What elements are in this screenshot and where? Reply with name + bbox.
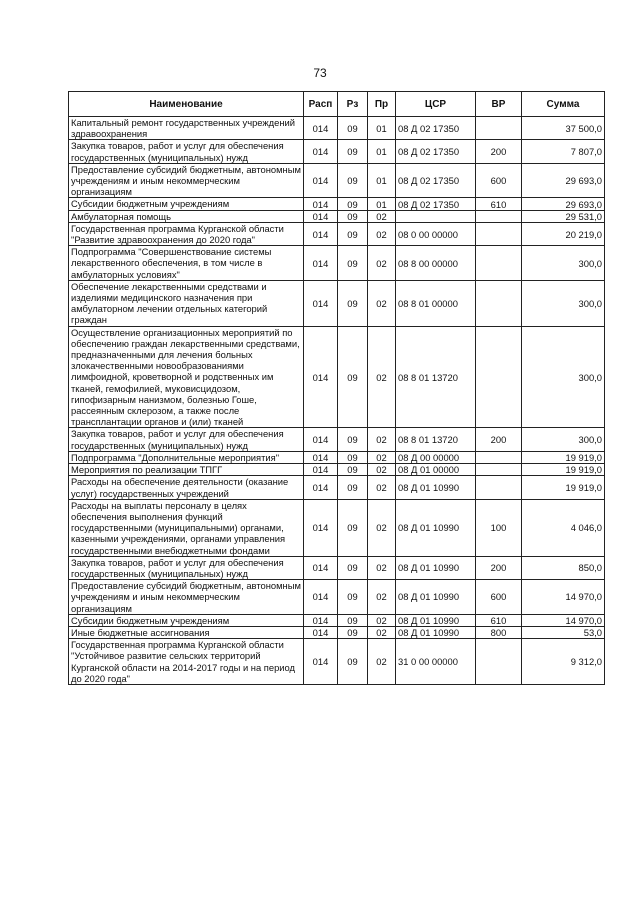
table-row — [69, 163, 605, 198]
row-sum: 14 970,0 — [522, 614, 605, 626]
row-pr: 02 — [368, 464, 396, 476]
row-pr: 02 — [368, 476, 396, 499]
row-rz: 09 — [338, 210, 368, 222]
row-name: Закупка товаров, работ и услуг для обеспечения государственных (муниципальных) нужд — [69, 140, 304, 163]
row-pr: 01 — [368, 198, 396, 210]
row-sum: 37 500,0 — [522, 117, 605, 140]
table-row — [69, 464, 605, 476]
row-rasp: 014 — [304, 451, 338, 463]
row-sum: 300,0 — [522, 428, 605, 451]
row-sum: 19 919,0 — [522, 476, 605, 499]
row-name: Осуществление организационных мероприятий по обеспечению граждан лекарственными средствами, предназначенными для лечения больных злокачественными новообразованиями лимфоидной, кроветворной и родственных им тканей, гемофилией, муковисцидозом, гипофизарным нанизмом, болезнью Гоше, рассеянным склерозом, а также после трансплантации органов и (или) тканей — [69, 326, 304, 428]
table-row — [69, 210, 605, 222]
header-pr: Пр — [368, 92, 396, 117]
row-vr: 200 — [476, 428, 522, 451]
row-rasp: 014 — [304, 280, 338, 326]
row-pr: 01 — [368, 163, 396, 198]
table-row — [69, 140, 605, 163]
row-pr: 02 — [368, 280, 396, 326]
row-csr: 08 Д 01 00000 — [396, 464, 476, 476]
row-vr — [476, 246, 522, 281]
row-rz: 09 — [338, 464, 368, 476]
row-rasp: 014 — [304, 246, 338, 281]
row-csr: 08 Д 01 10990 — [396, 476, 476, 499]
row-csr: 08 Д 01 10990 — [396, 580, 476, 615]
table-row — [69, 326, 605, 428]
row-pr: 02 — [368, 626, 396, 638]
row-sum: 300,0 — [522, 246, 605, 281]
table-row — [69, 246, 605, 281]
row-pr: 01 — [368, 140, 396, 163]
row-rasp: 014 — [304, 326, 338, 428]
row-vr — [476, 451, 522, 463]
row-name: Субсидии бюджетным учреждениям — [69, 614, 304, 626]
row-name: Подпрограмма "Совершенствование системы лекарственного обеспечения, в том числе в амбулаторных условиях" — [69, 246, 304, 281]
row-vr: 200 — [476, 556, 522, 579]
row-pr: 02 — [368, 428, 396, 451]
row-rasp: 014 — [304, 117, 338, 140]
row-csr: 08 Д 02 17350 — [396, 198, 476, 210]
table-row — [69, 198, 605, 210]
row-name: Закупка товаров, работ и услуг для обеспечения государственных (муниципальных) нужд — [69, 556, 304, 579]
row-vr — [476, 222, 522, 245]
row-rasp: 014 — [304, 639, 338, 685]
row-rz: 09 — [338, 117, 368, 140]
row-rz: 09 — [338, 428, 368, 451]
row-sum: 20 219,0 — [522, 222, 605, 245]
row-sum: 53,0 — [522, 626, 605, 638]
row-rasp: 014 — [304, 476, 338, 499]
row-rasp: 014 — [304, 222, 338, 245]
row-sum: 7 807,0 — [522, 140, 605, 163]
row-vr — [476, 280, 522, 326]
row-pr: 02 — [368, 451, 396, 463]
row-rasp: 014 — [304, 140, 338, 163]
row-pr: 02 — [368, 499, 396, 556]
row-pr: 01 — [368, 117, 396, 140]
row-vr: 800 — [476, 626, 522, 638]
row-vr: 610 — [476, 614, 522, 626]
row-rasp: 014 — [304, 464, 338, 476]
row-rasp: 014 — [304, 163, 338, 198]
row-rz: 09 — [338, 580, 368, 615]
row-name: Обеспечение лекарственными средствами и изделиями медицинского назначения при амбулаторном лечении отдельных категорий граждан — [69, 280, 304, 326]
row-sum: 29 693,0 — [522, 163, 605, 198]
row-pr: 02 — [368, 246, 396, 281]
row-csr: 08 Д 02 17350 — [396, 163, 476, 198]
row-pr: 02 — [368, 580, 396, 615]
header-vr: ВР — [476, 92, 522, 117]
row-sum: 300,0 — [522, 326, 605, 428]
row-sum: 29 531,0 — [522, 210, 605, 222]
row-vr: 100 — [476, 499, 522, 556]
row-name: Субсидии бюджетным учреждениям — [69, 198, 304, 210]
row-name: Капитальный ремонт государственных учреждений здравоохранения — [69, 117, 304, 140]
row-name: Амбулаторная помощь — [69, 210, 304, 222]
page-number: 73 — [313, 66, 327, 80]
table-row — [69, 626, 605, 638]
row-rasp: 014 — [304, 198, 338, 210]
row-sum: 29 693,0 — [522, 198, 605, 210]
row-csr: 31 0 00 00000 — [396, 639, 476, 685]
row-rasp: 014 — [304, 614, 338, 626]
header-csr: ЦСР — [396, 92, 476, 117]
table-row — [69, 639, 605, 685]
row-name: Расходы на выплаты персоналу в целях обеспечения выполнения функций государственными (муниципальными) органами, казенными учреждениями, органами управления государственными внебюджетными фондами — [69, 499, 304, 556]
row-name: Государственная программа Курганской области "Устойчивое развитие сельских территорий Курганской области на 2014-2017 годы и на период до 2020 года" — [69, 639, 304, 685]
row-csr: 08 8 01 13720 — [396, 428, 476, 451]
table-row — [69, 222, 605, 245]
row-pr: 02 — [368, 556, 396, 579]
table-row — [69, 580, 605, 615]
table-row — [69, 556, 605, 579]
row-rasp: 014 — [304, 428, 338, 451]
row-sum: 850,0 — [522, 556, 605, 579]
table-row — [69, 499, 605, 556]
row-rz: 09 — [338, 222, 368, 245]
row-name: Предоставление субсидий бюджетным, автономным учреждениям и иным некоммерческим организациям — [69, 163, 304, 198]
row-name: Мероприятия по реализации ТПГГ — [69, 464, 304, 476]
row-vr — [476, 326, 522, 428]
row-csr: 08 Д 00 00000 — [396, 451, 476, 463]
row-rz: 09 — [338, 626, 368, 638]
row-vr — [476, 639, 522, 685]
row-rz: 09 — [338, 280, 368, 326]
row-pr: 02 — [368, 326, 396, 428]
table-row — [69, 280, 605, 326]
row-rasp: 014 — [304, 626, 338, 638]
row-name: Расходы на обеспечение деятельности (оказание услуг) государственных учреждений — [69, 476, 304, 499]
row-rz: 09 — [338, 326, 368, 428]
row-vr — [476, 464, 522, 476]
row-sum: 19 919,0 — [522, 451, 605, 463]
row-pr: 02 — [368, 210, 396, 222]
row-rz: 09 — [338, 639, 368, 685]
row-vr: 600 — [476, 163, 522, 198]
table-header-row — [69, 92, 605, 117]
row-rasp: 014 — [304, 499, 338, 556]
row-rasp: 014 — [304, 210, 338, 222]
table-row — [69, 614, 605, 626]
row-name: Иные бюджетные ассигнования — [69, 626, 304, 638]
row-pr: 02 — [368, 614, 396, 626]
row-csr: 08 Д 01 10990 — [396, 556, 476, 579]
row-rz: 09 — [338, 140, 368, 163]
row-rz: 09 — [338, 198, 368, 210]
header-rasp: Расп — [304, 92, 338, 117]
row-csr: 08 Д 01 10990 — [396, 499, 476, 556]
row-rz: 09 — [338, 499, 368, 556]
row-csr: 08 8 01 13720 — [396, 326, 476, 428]
table-row — [69, 117, 605, 140]
row-rasp: 014 — [304, 580, 338, 615]
row-csr: 08 8 01 00000 — [396, 280, 476, 326]
header-name: Наименование — [69, 92, 304, 117]
row-sum: 9 312,0 — [522, 639, 605, 685]
row-csr: 08 Д 01 10990 — [396, 614, 476, 626]
row-rz: 09 — [338, 476, 368, 499]
row-pr: 02 — [368, 222, 396, 245]
row-vr: 200 — [476, 140, 522, 163]
row-sum: 14 970,0 — [522, 580, 605, 615]
row-pr: 02 — [368, 639, 396, 685]
row-csr: 08 Д 02 17350 — [396, 140, 476, 163]
row-csr — [396, 210, 476, 222]
row-name: Предоставление субсидий бюджетным, автономным учреждениям и иным некоммерческим организациям — [69, 580, 304, 615]
table-row — [69, 451, 605, 463]
row-rz: 09 — [338, 163, 368, 198]
row-name: Подпрограмма "Дополнительные мероприятия" — [69, 451, 304, 463]
row-name: Государственная программа Курганской области "Развитие здравоохранения до 2020 года" — [69, 222, 304, 245]
row-csr: 08 0 00 00000 — [396, 222, 476, 245]
row-csr: 08 Д 01 10990 — [396, 626, 476, 638]
row-rasp: 014 — [304, 556, 338, 579]
row-vr: 600 — [476, 580, 522, 615]
row-vr — [476, 476, 522, 499]
budget-table — [68, 91, 605, 685]
row-rz: 09 — [338, 556, 368, 579]
table-row — [69, 428, 605, 451]
row-rz: 09 — [338, 246, 368, 281]
row-vr — [476, 117, 522, 140]
table-row — [69, 476, 605, 499]
row-sum: 300,0 — [522, 280, 605, 326]
row-sum: 19 919,0 — [522, 464, 605, 476]
row-csr: 08 Д 02 17350 — [396, 117, 476, 140]
row-rz: 09 — [338, 451, 368, 463]
row-name: Закупка товаров, работ и услуг для обеспечения государственных (муниципальных) нужд — [69, 428, 304, 451]
header-sum: Сумма — [522, 92, 605, 117]
row-csr: 08 8 00 00000 — [396, 246, 476, 281]
row-vr: 610 — [476, 198, 522, 210]
row-sum: 4 046,0 — [522, 499, 605, 556]
header-rz: Рз — [338, 92, 368, 117]
row-vr — [476, 210, 522, 222]
row-rz: 09 — [338, 614, 368, 626]
